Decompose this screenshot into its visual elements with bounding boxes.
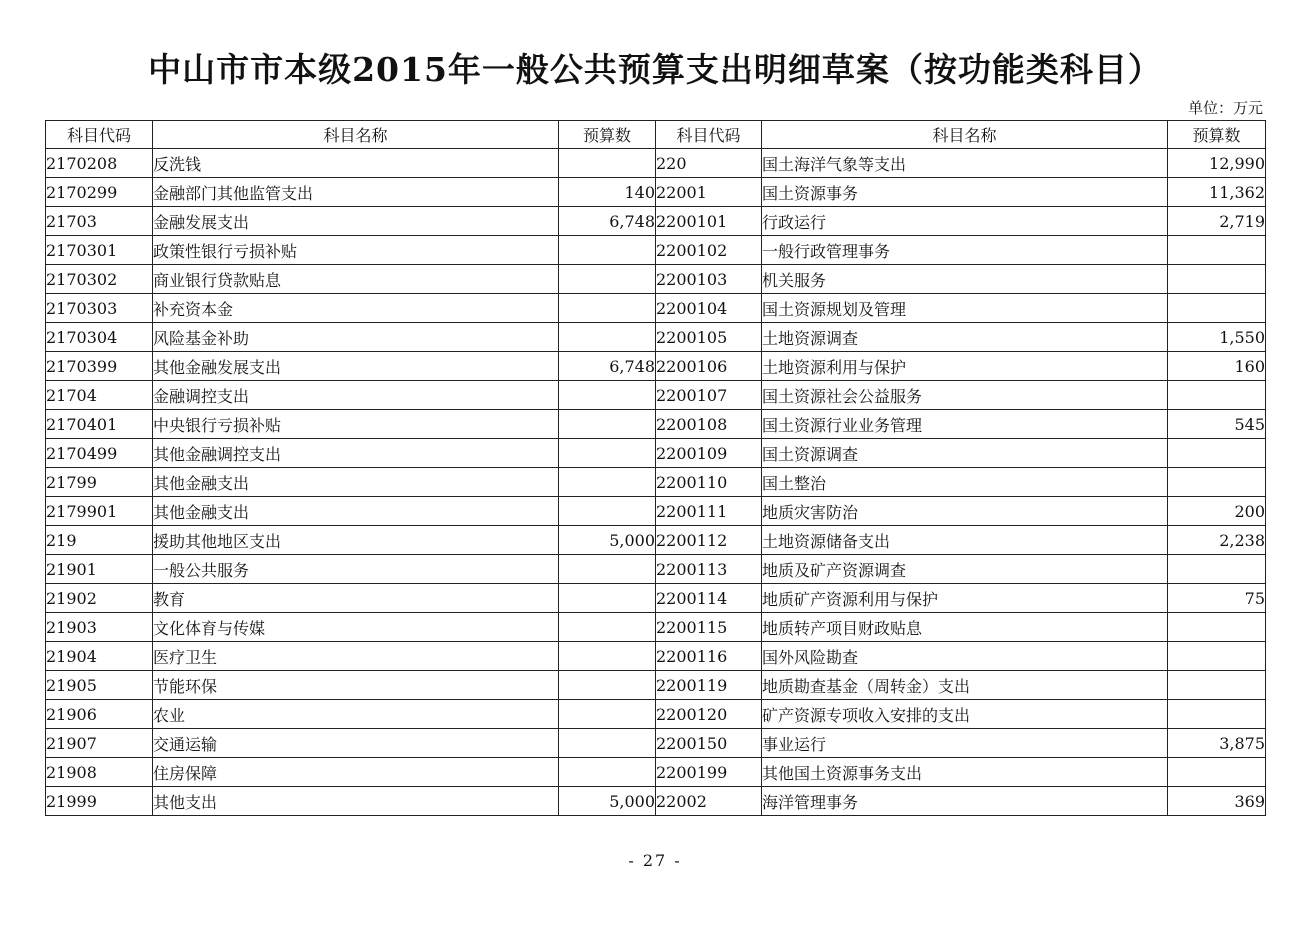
right-amount-cell: 545: [1168, 410, 1266, 439]
left-code-cell: 21703: [46, 207, 153, 236]
left-amount-cell: 5,000: [559, 787, 656, 816]
header-row: [46, 121, 1266, 149]
left-amount-cell: [559, 294, 656, 323]
left-code-cell: 2170401: [46, 410, 153, 439]
table-row: [46, 787, 1266, 816]
page-title: 中山市市本级2015年一般公共预算支出明细草案（按功能类科目）: [148, 50, 1162, 89]
right-name-cell: 土地资源利用与保护: [762, 352, 1168, 381]
left-code-cell: 21908: [46, 758, 153, 787]
left-name-cell: 商业银行贷款贴息: [153, 265, 559, 294]
left-amount-cell: [559, 497, 656, 526]
budget-table: [45, 120, 1266, 816]
left-amount-cell: [559, 642, 656, 671]
table-row: [46, 758, 1266, 787]
right-amount-cell: [1168, 758, 1266, 787]
left-name-cell: 其他金融支出: [153, 468, 559, 497]
right-name-cell: 国土资源调查: [762, 439, 1168, 468]
table-row: [46, 178, 1266, 207]
right-name-cell: 地质转产项目财政贴息: [762, 613, 1168, 642]
left-name-cell: 其他金融发展支出: [153, 352, 559, 381]
table-row: [46, 613, 1266, 642]
right-code-cell: 2200106: [656, 352, 762, 381]
right-amount-cell: [1168, 468, 1266, 497]
header-right-name: 科目名称: [762, 121, 1168, 149]
table-row: [46, 526, 1266, 555]
header-left-amount: 预算数: [559, 121, 656, 149]
left-code-cell: 2170303: [46, 294, 153, 323]
left-amount-cell: [559, 410, 656, 439]
left-amount-cell: [559, 439, 656, 468]
right-amount-cell: 200: [1168, 497, 1266, 526]
right-name-cell: 其他国土资源事务支出: [762, 758, 1168, 787]
header-right-code: 科目代码: [656, 121, 762, 149]
right-name-cell: 国土整治: [762, 468, 1168, 497]
table-row: [46, 323, 1266, 352]
right-name-cell: 海洋管理事务: [762, 787, 1168, 816]
left-name-cell: 风险基金补助: [153, 323, 559, 352]
table-row: [46, 410, 1266, 439]
table-row: [46, 236, 1266, 265]
right-code-cell: 2200101: [656, 207, 762, 236]
left-name-cell: 住房保障: [153, 758, 559, 787]
left-amount-cell: [559, 149, 656, 178]
table-row: [46, 671, 1266, 700]
right-amount-cell: [1168, 294, 1266, 323]
right-code-cell: 22002: [656, 787, 762, 816]
right-code-cell: 2200116: [656, 642, 762, 671]
left-name-cell: 金融部门其他监管支出: [153, 178, 559, 207]
left-code-cell: 21901: [46, 555, 153, 584]
left-amount-cell: [559, 729, 656, 758]
table-row: [46, 352, 1266, 381]
left-code-cell: 2170399: [46, 352, 153, 381]
right-name-cell: 地质灾害防治: [762, 497, 1168, 526]
left-amount-cell: [559, 758, 656, 787]
right-code-cell: 2200102: [656, 236, 762, 265]
left-amount-cell: 6,748: [559, 352, 656, 381]
right-amount-cell: [1168, 613, 1266, 642]
left-name-cell: 其他金融调控支出: [153, 439, 559, 468]
left-code-cell: 2179901: [46, 497, 153, 526]
right-amount-cell: 2,719: [1168, 207, 1266, 236]
right-code-cell: 2200112: [656, 526, 762, 555]
left-amount-cell: [559, 700, 656, 729]
right-code-cell: 2200109: [656, 439, 762, 468]
right-amount-cell: [1168, 236, 1266, 265]
table-row: [46, 265, 1266, 294]
right-code-cell: 2200111: [656, 497, 762, 526]
right-code-cell: 2200120: [656, 700, 762, 729]
left-code-cell: 2170208: [46, 149, 153, 178]
right-name-cell: 国土资源事务: [762, 178, 1168, 207]
right-code-cell: 22001: [656, 178, 762, 207]
right-name-cell: 地质及矿产资源调查: [762, 555, 1168, 584]
right-name-cell: 地质勘查基金（周转金）支出: [762, 671, 1168, 700]
right-code-cell: 2200199: [656, 758, 762, 787]
right-amount-cell: [1168, 265, 1266, 294]
left-name-cell: 教育: [153, 584, 559, 613]
right-amount-cell: 75: [1168, 584, 1266, 613]
left-name-cell: 其他支出: [153, 787, 559, 816]
left-amount-cell: 5,000: [559, 526, 656, 555]
header-left-code: 科目代码: [46, 121, 153, 149]
table-row: [46, 468, 1266, 497]
left-code-cell: 21903: [46, 613, 153, 642]
right-code-cell: 2200113: [656, 555, 762, 584]
left-amount-cell: [559, 381, 656, 410]
left-code-cell: 2170304: [46, 323, 153, 352]
right-code-cell: 2200108: [656, 410, 762, 439]
right-name-cell: 国土资源社会公益服务: [762, 381, 1168, 410]
left-name-cell: 文化体育与传媒: [153, 613, 559, 642]
left-name-cell: 反洗钱: [153, 149, 559, 178]
header-left-name: 科目名称: [153, 121, 559, 149]
left-code-cell: 219: [46, 526, 153, 555]
right-name-cell: 矿产资源专项收入安排的支出: [762, 700, 1168, 729]
left-amount-cell: 6,748: [559, 207, 656, 236]
right-code-cell: 2200105: [656, 323, 762, 352]
unit-label: 单位：万元: [1187, 99, 1263, 117]
left-name-cell: 补充资本金: [153, 294, 559, 323]
left-amount-cell: [559, 323, 656, 352]
left-code-cell: 2170299: [46, 178, 153, 207]
right-name-cell: 国土资源规划及管理: [762, 294, 1168, 323]
left-code-cell: 21902: [46, 584, 153, 613]
left-amount-cell: [559, 671, 656, 700]
left-name-cell: 援助其他地区支出: [153, 526, 559, 555]
right-code-cell: 2200119: [656, 671, 762, 700]
left-amount-cell: [559, 555, 656, 584]
left-code-cell: 2170301: [46, 236, 153, 265]
right-code-cell: 2200110: [656, 468, 762, 497]
right-code-cell: 220: [656, 149, 762, 178]
left-code-cell: 21799: [46, 468, 153, 497]
table-row: [46, 642, 1266, 671]
right-name-cell: 国外风险勘查: [762, 642, 1168, 671]
right-code-cell: 2200114: [656, 584, 762, 613]
table-row: [46, 584, 1266, 613]
right-amount-cell: 369: [1168, 787, 1266, 816]
right-code-cell: 2200103: [656, 265, 762, 294]
left-code-cell: 2170499: [46, 439, 153, 468]
table-row: [46, 439, 1266, 468]
table-row: [46, 207, 1266, 236]
right-amount-cell: [1168, 642, 1266, 671]
right-name-cell: 国土海洋气象等支出: [762, 149, 1168, 178]
right-amount-cell: [1168, 671, 1266, 700]
left-code-cell: 21904: [46, 642, 153, 671]
left-code-cell: 21999: [46, 787, 153, 816]
right-code-cell: 2200115: [656, 613, 762, 642]
right-amount-cell: 2,238: [1168, 526, 1266, 555]
right-amount-cell: 12,990: [1168, 149, 1266, 178]
right-name-cell: 行政运行: [762, 207, 1168, 236]
left-code-cell: 2170302: [46, 265, 153, 294]
right-amount-cell: [1168, 381, 1266, 410]
table-row: [46, 729, 1266, 758]
left-amount-cell: 140: [559, 178, 656, 207]
left-name-cell: 政策性银行亏损补贴: [153, 236, 559, 265]
right-code-cell: 2200104: [656, 294, 762, 323]
right-amount-cell: [1168, 439, 1266, 468]
left-code-cell: 21906: [46, 700, 153, 729]
table-row: [46, 149, 1266, 178]
table-row: [46, 294, 1266, 323]
right-name-cell: 事业运行: [762, 729, 1168, 758]
left-amount-cell: [559, 584, 656, 613]
right-amount-cell: 1,550: [1168, 323, 1266, 352]
left-name-cell: 一般公共服务: [153, 555, 559, 584]
right-amount-cell: [1168, 555, 1266, 584]
right-name-cell: 国土资源行业业务管理: [762, 410, 1168, 439]
left-amount-cell: [559, 613, 656, 642]
left-code-cell: 21905: [46, 671, 153, 700]
right-amount-cell: 160: [1168, 352, 1266, 381]
table-row: [46, 555, 1266, 584]
left-code-cell: 21704: [46, 381, 153, 410]
left-name-cell: 交通运输: [153, 729, 559, 758]
right-name-cell: 土地资源储备支出: [762, 526, 1168, 555]
left-amount-cell: [559, 236, 656, 265]
right-amount-cell: [1168, 700, 1266, 729]
left-amount-cell: [559, 265, 656, 294]
left-code-cell: 21907: [46, 729, 153, 758]
table-row: [46, 497, 1266, 526]
right-amount-cell: 3,875: [1168, 729, 1266, 758]
right-code-cell: 2200150: [656, 729, 762, 758]
left-name-cell: 医疗卫生: [153, 642, 559, 671]
left-name-cell: 金融发展支出: [153, 207, 559, 236]
right-name-cell: 机关服务: [762, 265, 1168, 294]
table-row: [46, 700, 1266, 729]
left-name-cell: 其他金融支出: [153, 497, 559, 526]
left-name-cell: 金融调控支出: [153, 381, 559, 410]
page-number: - 27 -: [628, 851, 682, 870]
right-name-cell: 土地资源调查: [762, 323, 1168, 352]
left-name-cell: 节能环保: [153, 671, 559, 700]
right-code-cell: 2200107: [656, 381, 762, 410]
right-name-cell: 地质矿产资源利用与保护: [762, 584, 1168, 613]
left-amount-cell: [559, 468, 656, 497]
left-name-cell: 农业: [153, 700, 559, 729]
left-name-cell: 中央银行亏损补贴: [153, 410, 559, 439]
right-name-cell: 一般行政管理事务: [762, 236, 1168, 265]
table-row: [46, 381, 1266, 410]
right-amount-cell: 11,362: [1168, 178, 1266, 207]
header-right-amount: 预算数: [1168, 121, 1266, 149]
